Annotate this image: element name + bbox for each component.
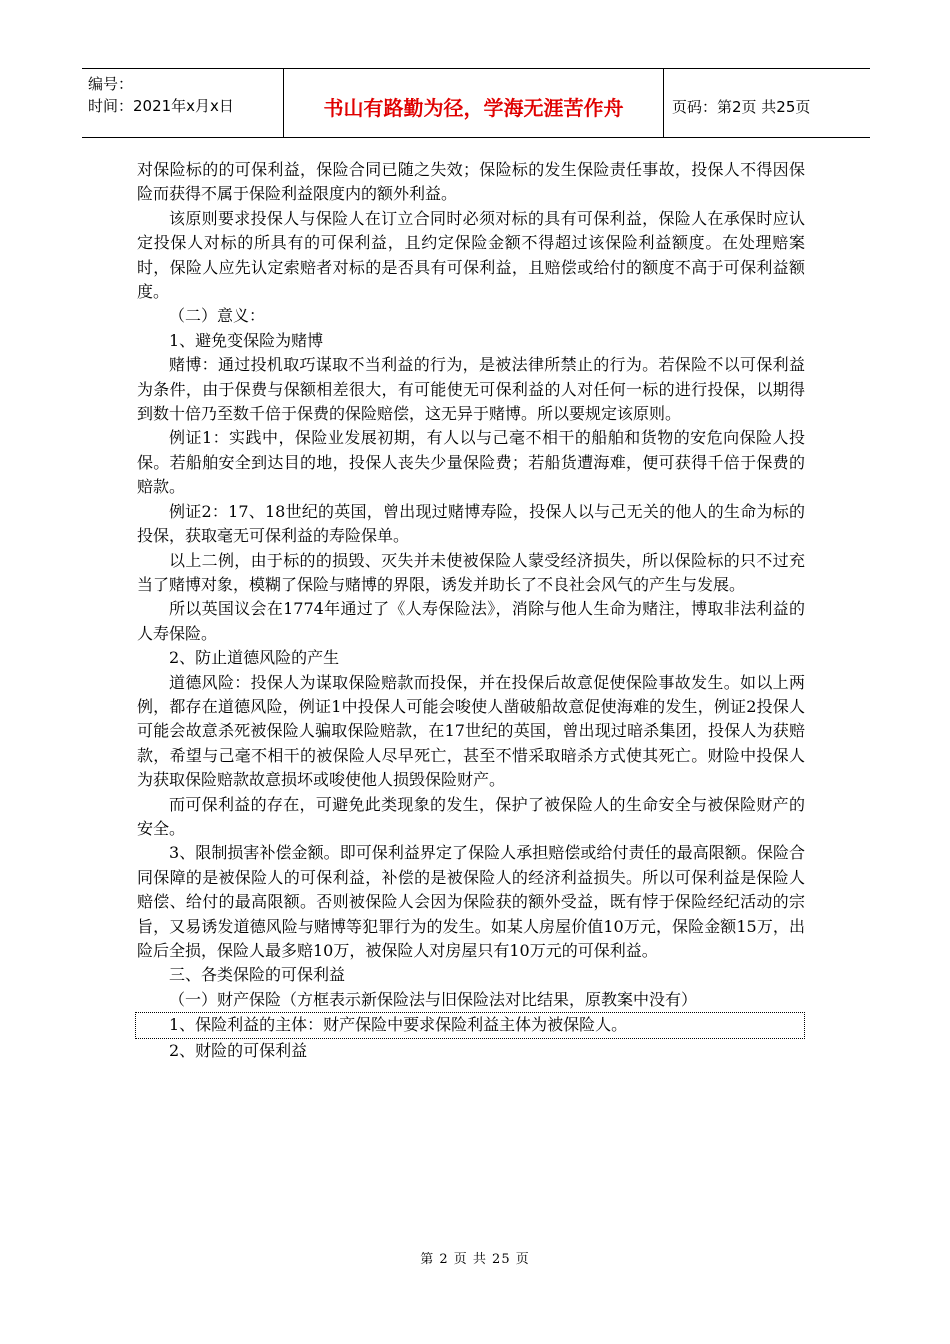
document-date: 时间：2021年x月x日 (88, 97, 234, 115)
paragraph: 赌博：通过投机取巧谋取不当利益的行为，是被法律所禁止的行为。若保险不以可保利益为条件，由于保费与保额相差很大，有可能使无可保利益的人对任何一标的进行投保，以期得到数十倍乃至数千倍于保费的保险赔偿，这无异于赌博。所以要规定该原则。 (137, 355, 805, 424)
section-heading: （二）意义： (169, 306, 266, 326)
subsection-heading: 1、避免变保险为赌博 (169, 330, 324, 350)
boxed-paragraph: 1、保险利益的主体：财产保险中要求保险利益主体为被保险人。 (135, 1012, 805, 1038)
paragraph: 该原则要求投保人与保险人在订立合同时必须对标的具有可保利益，保险人在承保时应认定投保人对标的所具有的可保利益，且约定保险金额不得超过该保险利益额度。在处理赔案时，保险人应先认定索赔者对标的是否具有可保利益，且赔偿或给付的额度不高于可保利益额度。 (137, 208, 805, 302)
section-heading: 三、各类保险的可保利益 (169, 965, 346, 985)
paragraph: 道德风险：投保人为谋取保险赔款而投保，并在投保后故意促使保险事故发生。如以上两例，都存在道德风险，例证1中投保人可能会唆使人凿破船故意促使海难的发生，例证2投保人可能会故意杀死被保险人骗取保险赔款，在17世纪的英国，曾出现过暗杀集团，投保人为获赔款，希望与己毫不相干的被保险人尽早死亡，甚至不惜采取暗杀方式使其死亡。财险中投保人为获取保险赔款故意损坏或唆使他人损毁保险财产。 (137, 672, 805, 790)
header-page-info: 页码：第2页 共25页 (672, 97, 811, 116)
paragraph: （一）财产保险（方框表示新保险法与旧保险法对比结果，原教案中没有） (169, 989, 698, 1009)
page-footer: 第 2 页 共 25 页 (420, 1252, 530, 1267)
paragraph: 所以英国议会在1774年通过了《人寿保险法》，消除与他人生命为赌注，博取非法利益的人寿保险。 (137, 599, 805, 643)
header-motto: 书山有路勤为径，学海无涯苦作舟 (284, 69, 664, 137)
paragraph: 例证2：17、18世纪的英国，曾出现过赌博寿险，投保人以与己无关的他人的生命为标的投保，获取毫无可保利益的寿险保单。 (137, 501, 805, 546)
subsection-heading: 2、财险的可保利益 (169, 1040, 308, 1060)
subsection-heading: 2、防止道德风险的产生 (169, 648, 340, 668)
paragraph: 以上二例，由于标的的损毁、灭失并未使被保险人蒙受经济损失，所以保险标的只不过充当了赌博对象，模糊了保险与赌博的界限，诱发并助长了不良社会风气的产生与发展。 (137, 550, 805, 594)
paragraph: 3、限制损害补偿金额。即可保利益界定了保险人承担赔偿或给付责任的最高限额。保险合同保障的是被保险人的可保利益，补偿的是被保险人的经济利益损失。所以可保利益是保险人赔偿、给付的最高限额。否则被保险人会因为保险获的额外受益，既有悖于保险经纪活动的宗旨，又易诱发道德风险与赌博等犯罪行为的发生。如某人房屋价值10万元，保险金额15万，出险后全损，保险人最多赔10万，被保险人对房屋只有10万元的可保利益。 (137, 843, 805, 960)
document-body (137, 158, 805, 1063)
paragraph: 对保险标的的可保利益，保险合同已随之失效；保险标的发生保险责任事故，投保人不得因保险而获得不属于保险利益限度内的额外利益。 (137, 160, 805, 204)
page-header (82, 68, 870, 138)
paragraph: 而可保利益的存在，可避免此类现象的发生，保护了被保险人的生命安全与被保险财产的安全。 (137, 794, 805, 838)
header-meta (82, 69, 284, 137)
paragraph: 例证1：实践中，保险业发展初期，有人以与己毫不相干的船舶和货物的安危向保险人投保。若船舶安全到达目的地，投保人丧失少量保险费；若船货遭海难，便可获得千倍于保费的赔款。 (137, 428, 805, 497)
document-number-label: 编号： (88, 75, 134, 93)
